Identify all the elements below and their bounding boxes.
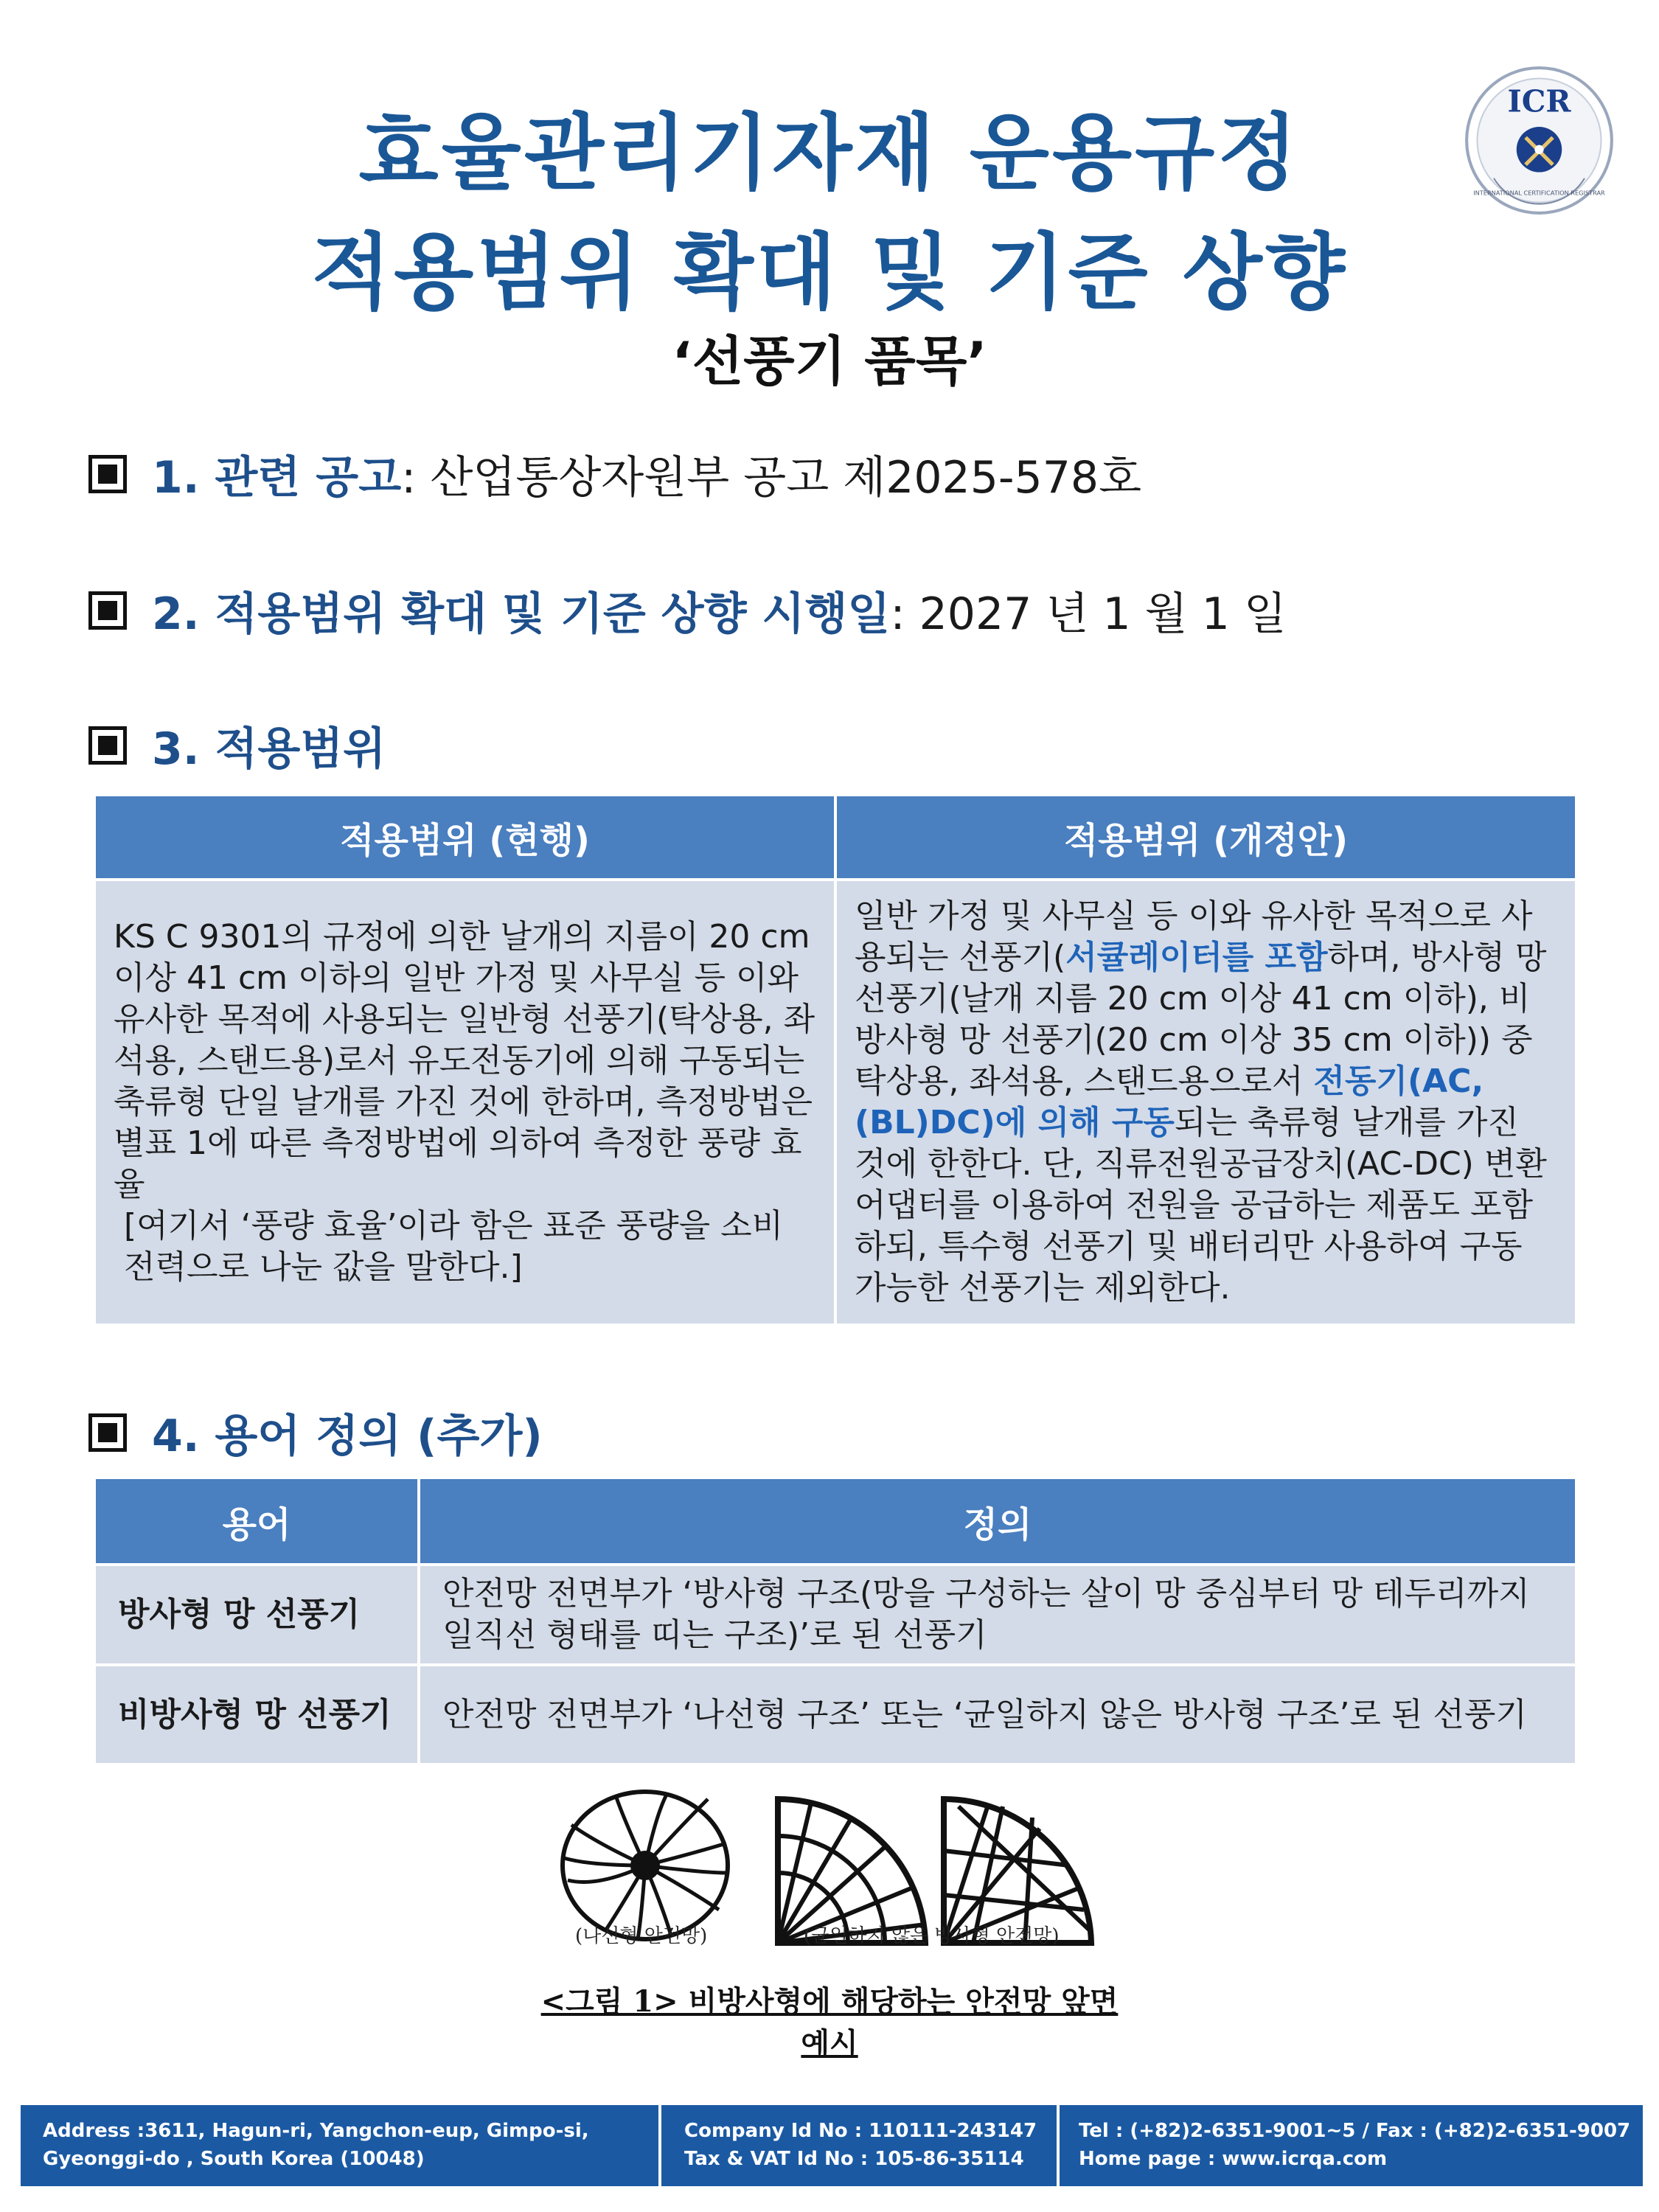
logo-caption: INTERNATIONAL CERTIFICATION REGISTRAR	[1473, 189, 1605, 197]
section-1	[88, 442, 1141, 506]
square-bullet-icon	[88, 455, 127, 493]
scope-revised-part2: 하며, 방사형 망 선풍기(날개 지름 20 cm 이상 41 cm 이하), 비방사형 망 선풍기(20 cm 이상 35 cm 이하)) 중 탁상용, 좌석용, 스탠드용으로서	[855, 939, 1547, 1100]
scope-revised-cell	[835, 880, 1576, 1325]
scope-current-note: [여기서 ‘풍량 효율’이라 함은 표준 풍량을 소비 전력으로 나눈 값을 말한다.]	[124, 1207, 784, 1286]
footer-bar	[21, 2105, 1643, 2186]
footer-company-line1: Company Id No : 110111-243147	[684, 2120, 1037, 2142]
square-bullet-icon	[88, 726, 127, 765]
section-4	[88, 1401, 543, 1464]
section-2-label: 2. 적용범위 확대 및 기준 상향 시행일	[152, 588, 891, 640]
footer-address-line1: Address :3611, Hagun-ri, Yangchon-eup, Gimpo-si,	[43, 2120, 589, 2142]
def-definition: 안전망 전면부가 ‘방사형 구조(망을 구성하는 살이 망 중심부터 망 테두리까지 일직선 형태를 띠는 구조)’로 된 선풍기	[419, 1565, 1576, 1665]
icr-logo	[1464, 65, 1615, 216]
table-row	[94, 1665, 1576, 1764]
footer-contact-line1: Tel : (+82)2-6351-9001~5 / Fax : (+82)2-6351-9007	[1079, 2120, 1631, 2142]
def-term: 비방사형 망 선풍기	[94, 1665, 419, 1764]
footer-homepage[interactable]: Home page : www.icrqa.com	[1079, 2148, 1388, 2170]
def-header-term: 용어	[94, 1478, 419, 1565]
scope-revised-highlight2: 전동기(AC, (BL)DC)에 의해 구동	[855, 1062, 1484, 1141]
scope-current-text: KS C 9301의 규정에 의한 날개의 지름이 20 cm 이상 41 cm 이하의 일반 가정 및 사무실 등 이와 유사한 목적에 사용되는 일반형 선풍기(탁상용, 좌석용, 스탠드용)로서 유도전동기에 의해 구동되는 축류형 단일 날개를 가진 것에 한하며, 측정방법은 별표 1에 따른 측정방법에 의하여 측정한 풍량 효율	[114, 918, 815, 1203]
section-2	[88, 579, 1287, 642]
footer-address-line2: Gyeonggi-do , South Korea (10048)	[43, 2148, 425, 2170]
section-2-value: : 2027 년 1 월 1 일	[890, 588, 1287, 640]
scope-current-cell	[94, 880, 835, 1325]
keys-emblem-icon	[1517, 127, 1562, 173]
page-title-line2: 적용범위 확대 및 기준 상향	[310, 225, 1349, 321]
spiral-guard-icon	[563, 1792, 728, 1939]
scope-table	[93, 793, 1578, 1326]
scope-header-current: 적용범위 (현행)	[94, 795, 835, 880]
logo-text: ICR	[1507, 83, 1571, 119]
square-bullet-icon	[88, 1413, 127, 1452]
figure-label-nonuniform: (균일하지 않은 방사형 안전망)	[804, 1925, 1060, 1947]
section-3	[88, 714, 386, 777]
section-1-label: 1. 관련 공고	[152, 452, 402, 504]
footer-address	[43, 2117, 589, 2173]
footer-divider	[658, 2105, 661, 2186]
page-title-line1: 효율관리기자재 운용규정	[358, 105, 1301, 201]
def-header-definition: 정의	[419, 1478, 1576, 1565]
section-1-value: : 산업통상자원부 공고 제2025-578호	[401, 452, 1142, 504]
figure-caption: <그림 1> 비방사형에 해당하는 안전망 앞면	[540, 1984, 1119, 2019]
figure-label-spiral: (나선형 안전망)	[575, 1925, 708, 1947]
footer-company	[684, 2117, 1037, 2173]
definitions-table	[93, 1476, 1578, 1766]
footer-contact	[1079, 2117, 1630, 2173]
def-term: 방사형 망 선풍기	[94, 1565, 419, 1665]
scope-header-revised: 적용범위 (개정안)	[835, 795, 1576, 880]
fan-guard-illustration	[560, 1784, 1150, 1998]
footer-company-line2: Tax & VAT Id No : 105-86-35114	[684, 2148, 1024, 2170]
table-row	[94, 1565, 1576, 1665]
page-subtitle: ‘선풍기 품목’	[672, 330, 987, 392]
scope-revised-part3: 되는 축류형 날개를 가진 것에 한한다. 단, 직류전원공급장치(AC-DC) 변환 어댑터를 이용하여 전원을 공급하는 제품도 포함하되, 특수형 선풍기 및 배터리만 사용하여 구동 가능한 선풍기는 제외한다.	[855, 1104, 1547, 1307]
footer-divider	[1057, 2105, 1060, 2186]
figure-caption-line2: 예시	[801, 2026, 858, 2061]
scope-revised-highlight1: 서큘레이터를 포함	[1065, 939, 1328, 976]
section-4-label: 4. 용어 정의 (추가)	[152, 1411, 543, 1462]
def-definition: 안전망 전면부가 ‘나선형 구조’ 또는 ‘균일하지 않은 방사형 구조’로 된 선풍기	[419, 1665, 1576, 1764]
square-bullet-icon	[88, 591, 127, 630]
section-3-label: 3. 적용범위	[152, 723, 386, 775]
scope-revised-part1: 일반 가정 및 사무실 등 이와 유사한 목적으로 사용되는 선풍기(	[855, 897, 1533, 976]
